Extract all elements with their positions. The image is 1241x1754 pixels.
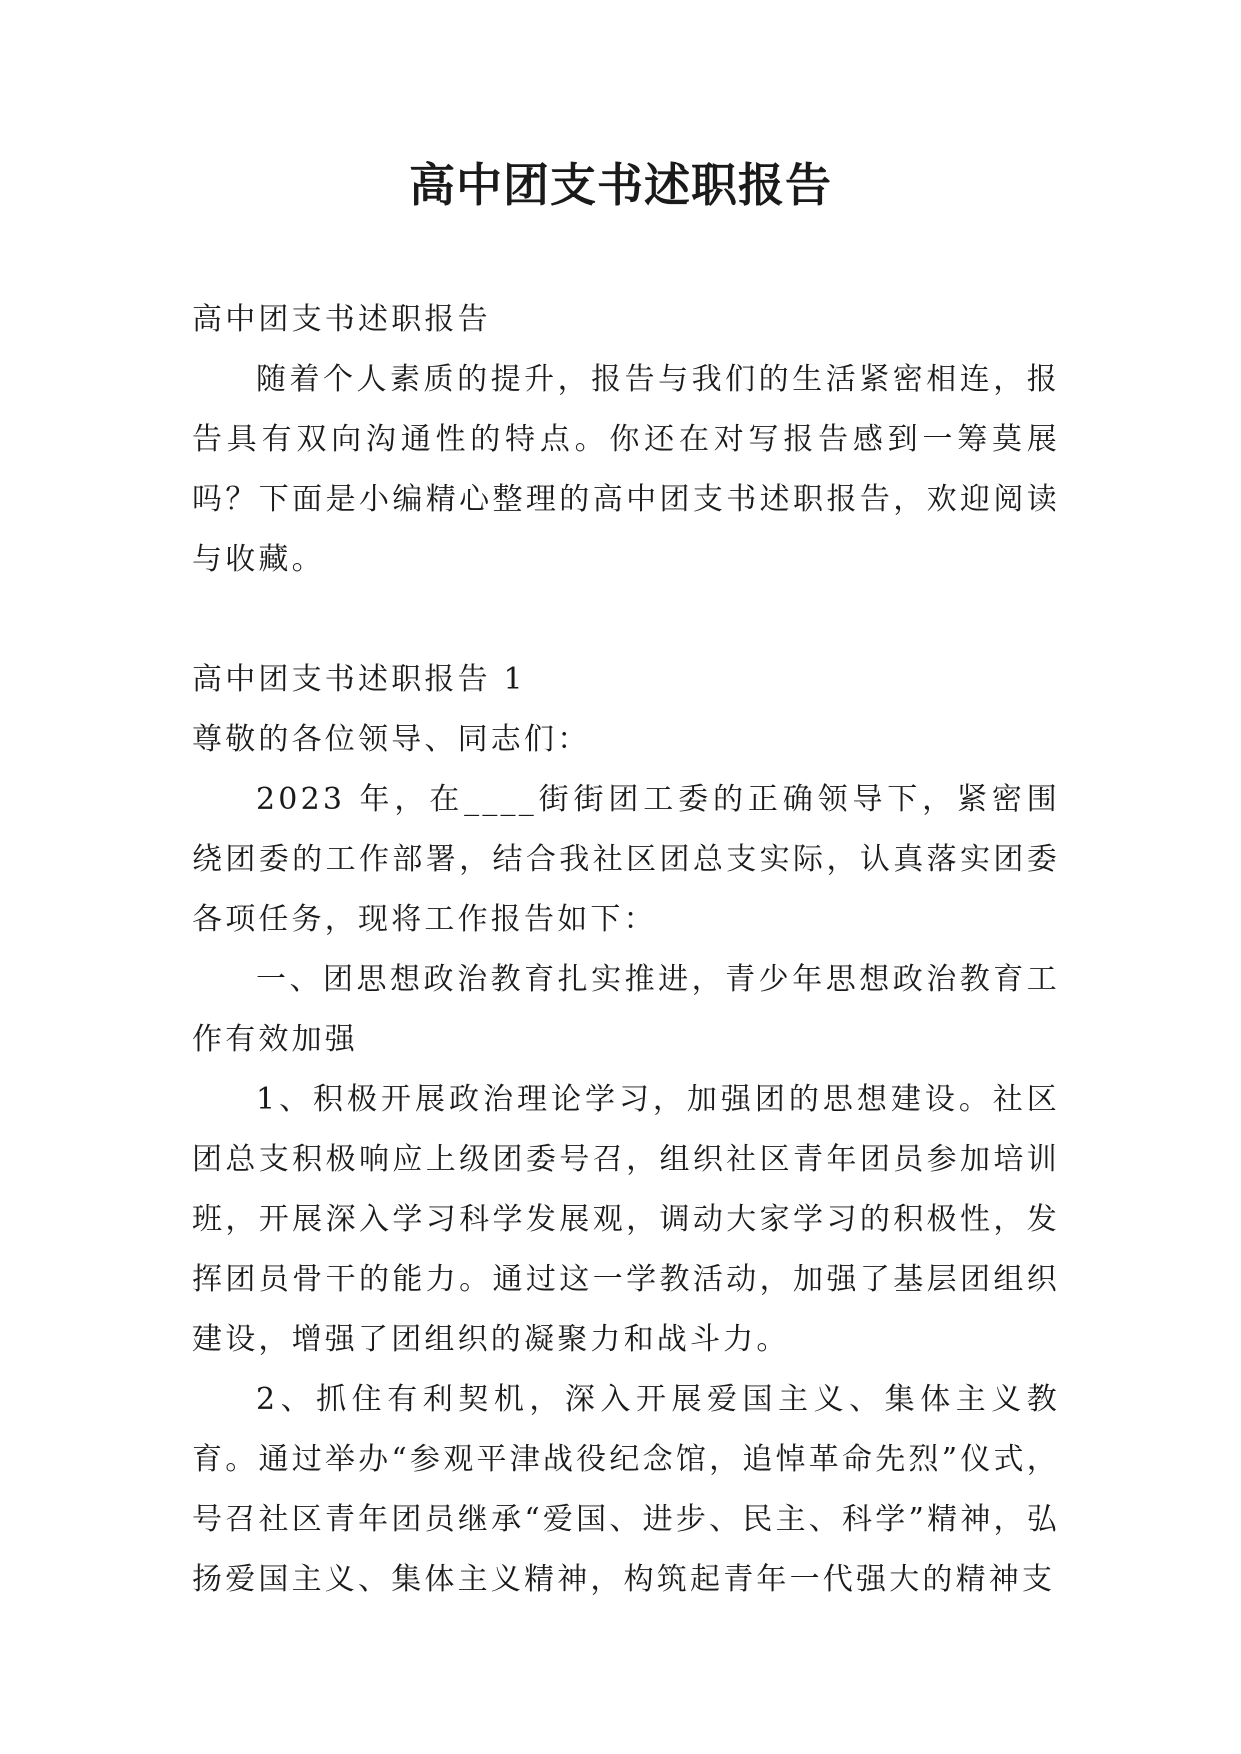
intro-paragraph: 随着个人素质的提升，报告与我们的生活紧密相连，报告具有双向沟通性的特点。你还在对写报告感到一筹莫展吗？下面是小编精心整理的高中团支书述职报告，欢迎阅读与收藏。 xyxy=(192,362,1060,577)
salutation-paragraph: 尊敬的各位领导、同志们： xyxy=(192,722,591,757)
item-1-paragraph: 1、积极开展政治理论学习，加强团的思想建设。社区团总支积极响应上级团委号召，组织社区青年团员参加培训班，开展深入学习科学发展观，调动大家学习的积极性，发挥团员骨干的能力。通过这一学教活动，加强了基层团组织建设，增强了团组织的凝聚力和战斗力。 xyxy=(192,1082,1060,1357)
section-heading: 高中团支书述职报告 1 xyxy=(192,662,526,697)
part-one-heading: 一、团思想政治教育扎实推进，青少年思想政治教育工作有效加强 xyxy=(192,962,1060,1057)
item-2-paragraph: 2、抓住有利契机，深入开展爱国主义、集体主义教育。通过举办“参观平津战役纪念馆，追悼革命先烈”仪式，号召社区青年团员继承“爱国、进步、民主、科学”精神，弘扬爱国主义、集体主义精神，构筑起青年一代强大的精神支 xyxy=(192,1382,1060,1597)
document-body xyxy=(192,290,1060,1610)
subtitle-paragraph: 高中团支书述职报告 xyxy=(192,302,491,337)
document-title: 高中团支书述职报告 xyxy=(409,158,832,212)
opening-paragraph: 2023 年，在____街街团工委的正确领导下，紧密围绕团委的工作部署，结合我社区团总支实际，认真落实团委各项任务，现将工作报告如下： xyxy=(192,782,1060,937)
